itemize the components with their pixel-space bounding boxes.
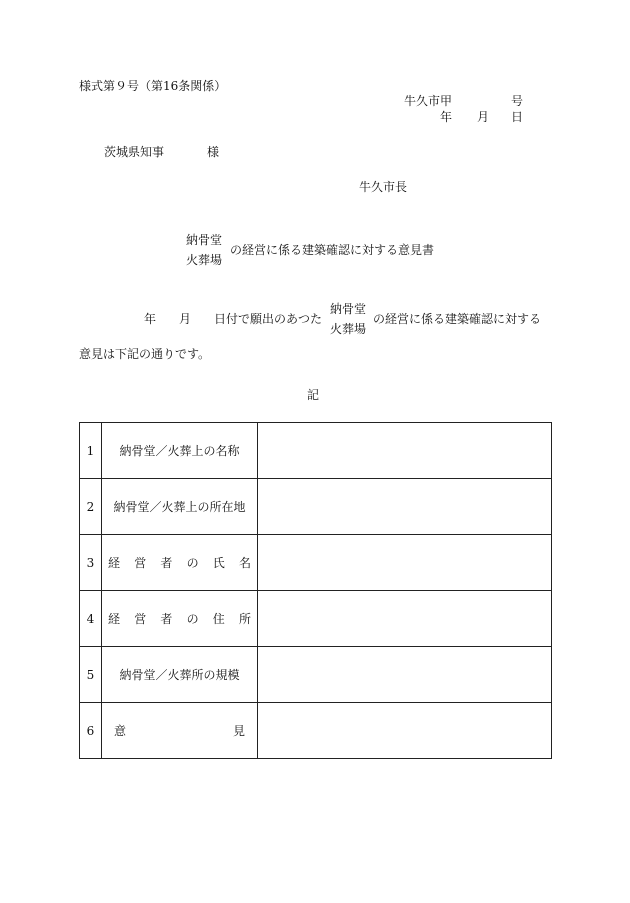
label-char: 見 bbox=[232, 723, 245, 738]
ki-heading: 記 bbox=[307, 388, 320, 402]
body-options bbox=[328, 299, 368, 339]
table-row bbox=[80, 703, 552, 759]
addressee-honorific: 様 bbox=[207, 145, 220, 159]
title-option-kasoba: 火葬場 bbox=[185, 253, 222, 267]
row-value-name bbox=[258, 423, 552, 479]
label-char: 経 bbox=[108, 611, 121, 626]
row-value-opinion bbox=[258, 703, 552, 759]
doc-ref-year: 年 bbox=[440, 110, 453, 124]
doc-ref-month: 月 bbox=[477, 110, 490, 124]
body-option-nokotsudo: 納骨堂 bbox=[329, 302, 366, 316]
doc-ref-city: 牛久市甲 bbox=[404, 94, 453, 108]
doc-ref-number-suffix: 号 bbox=[511, 94, 524, 108]
body-line2: 意見は下記の通りです。 bbox=[79, 347, 211, 361]
title-options bbox=[184, 230, 224, 270]
row-value-location bbox=[258, 479, 552, 535]
row-label-text: 納骨堂／火葬上の所在地 bbox=[113, 499, 246, 514]
form-number: 様式第９号（第16条関係） bbox=[79, 79, 227, 93]
label-char: 営 bbox=[134, 555, 147, 570]
label-char: 者 bbox=[160, 611, 173, 626]
table-row bbox=[80, 423, 552, 479]
row-number: 2 bbox=[80, 479, 102, 535]
row-value-scale bbox=[258, 647, 552, 703]
label-char: 営 bbox=[134, 611, 147, 626]
body-year: 年 bbox=[144, 312, 157, 326]
label-char: 所 bbox=[238, 611, 251, 626]
document-title: の経営に係る建築確認に対する意見書 bbox=[230, 243, 435, 257]
row-value-operator-address bbox=[258, 591, 552, 647]
row-label-opinion bbox=[102, 703, 258, 759]
body-rest-line1: の経営に係る建築確認に対する bbox=[373, 312, 542, 326]
title-option-nokotsudo: 納骨堂 bbox=[185, 233, 222, 247]
sender-name: 牛久市長 bbox=[359, 180, 408, 194]
label-char: 氏 bbox=[212, 555, 225, 570]
row-label-text: 納骨堂／火葬所の規模 bbox=[119, 667, 240, 682]
row-label-location bbox=[102, 479, 258, 535]
label-char: 経 bbox=[108, 555, 121, 570]
row-label-text: 納骨堂／火葬上の名称 bbox=[119, 443, 240, 458]
doc-ref-day: 日 bbox=[511, 110, 524, 124]
row-value-operator-name bbox=[258, 535, 552, 591]
opinion-table bbox=[79, 422, 552, 759]
row-number: 3 bbox=[80, 535, 102, 591]
row-number: 5 bbox=[80, 647, 102, 703]
label-char: 意 bbox=[114, 723, 127, 738]
label-char: の bbox=[186, 555, 199, 570]
body-date-text: 日付で願出のあつた bbox=[214, 312, 323, 326]
row-label-operator-address bbox=[102, 591, 258, 647]
label-char: 者 bbox=[160, 555, 173, 570]
addressee-name: 茨城県知事 bbox=[104, 145, 165, 159]
table-row bbox=[80, 647, 552, 703]
table-row bbox=[80, 591, 552, 647]
label-char: 住 bbox=[212, 611, 225, 626]
row-number: 1 bbox=[80, 423, 102, 479]
row-label-name bbox=[102, 423, 258, 479]
label-char: の bbox=[186, 611, 199, 626]
label-char: 名 bbox=[238, 555, 251, 570]
row-number: 4 bbox=[80, 591, 102, 647]
table-row bbox=[80, 479, 552, 535]
row-label-operator-name bbox=[102, 535, 258, 591]
body-month: 月 bbox=[179, 312, 192, 326]
row-label-scale bbox=[102, 647, 258, 703]
body-option-kasoba: 火葬場 bbox=[329, 322, 366, 336]
row-number: 6 bbox=[80, 703, 102, 759]
table-row bbox=[80, 535, 552, 591]
